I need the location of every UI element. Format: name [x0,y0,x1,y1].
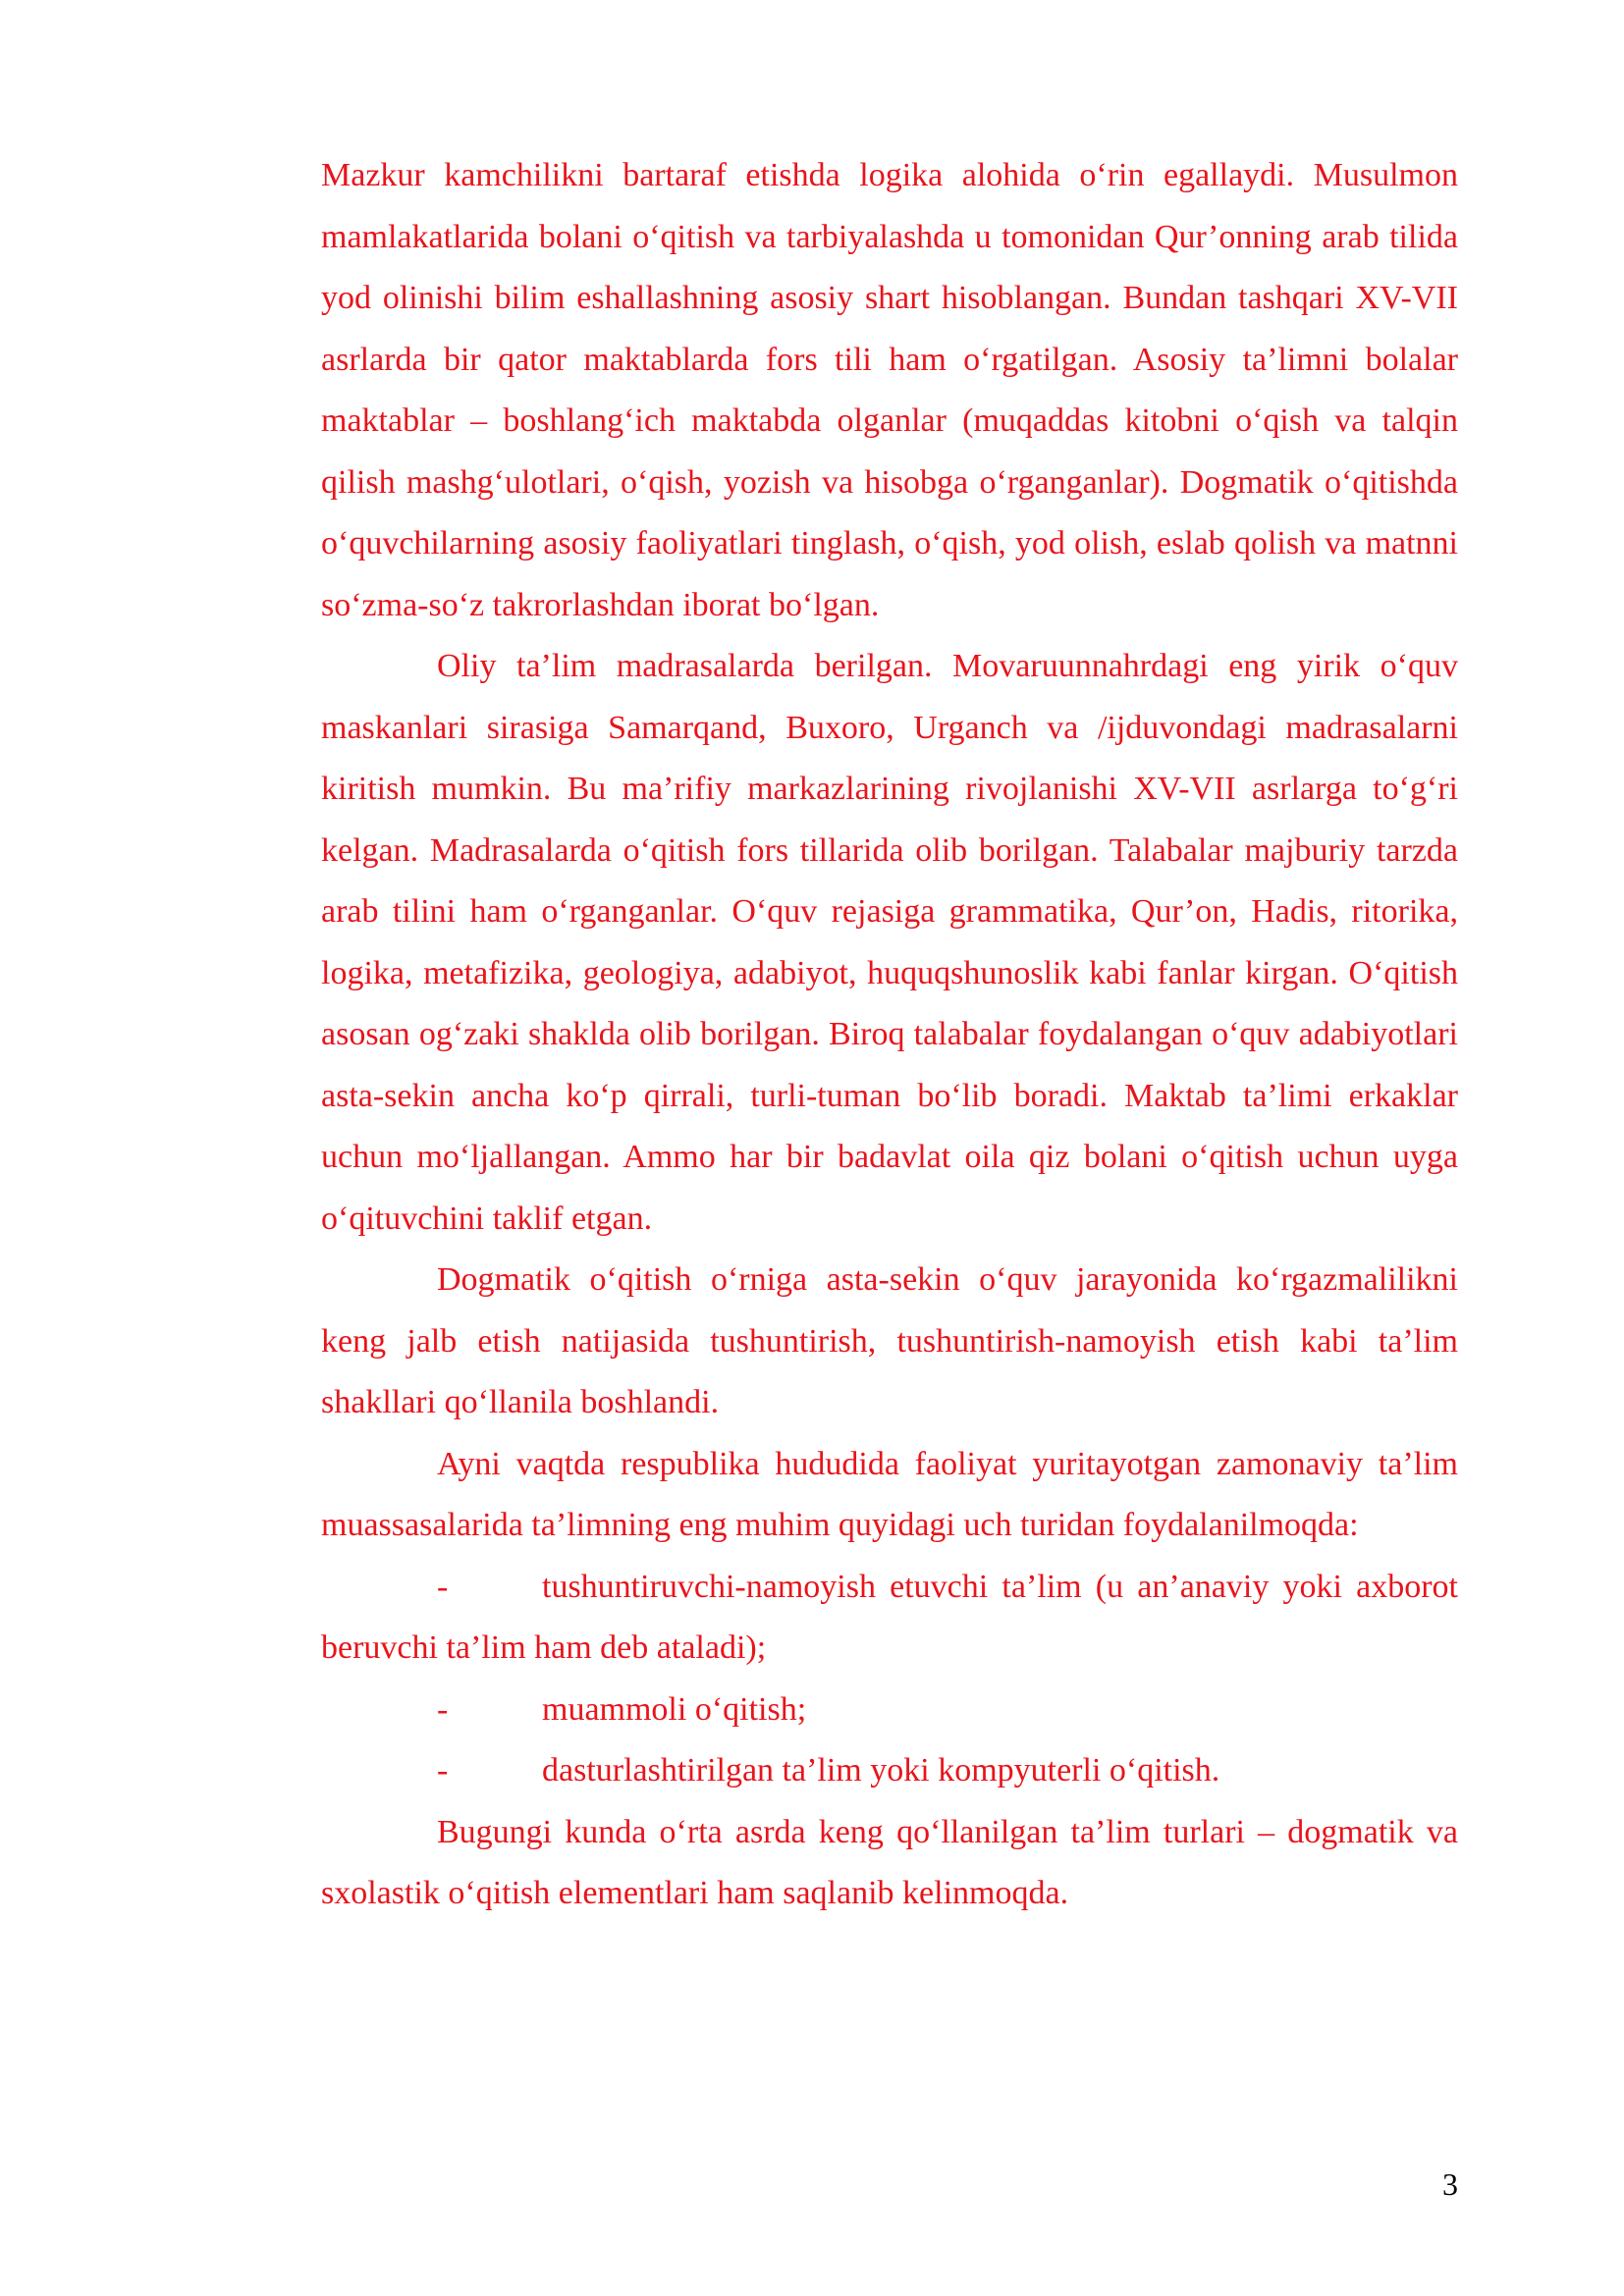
page-number: 3 [1442,2166,1458,2202]
paragraph-4: Ayni vaqtda respublika hududida faoliyat yuritayotgan zamonaviy ta’lim muassasalarida ta’limning eng muhim quyidagi uch turidan foydalanilmoqda: [321,1445,1458,1543]
list-item [321,1740,1458,1802]
closing-paragraph: Bugungi kunda o‘rta asrda keng qo‘llanilgan ta’lim turlari – dogmatik va sxolastik o‘qitish elementlari ham saqlanib kelinmoqda. [321,1813,1458,1911]
list-item-text: muammoli o‘qitish; [542,1690,807,1728]
paragraph-2: Oliy ta’lim madrasalarda berilgan. Movaruunnahrdagi eng yirik o‘quv maskanlari sirasiga Samarqand, Buxoro, Urganch va /ijduvondagi madrasalarni kiritish mumkin. Bu ma’rifiy markazlarining rivojlanishi XV-VII asrlarga to‘g‘ri kelgan. Madrasalarda o‘qitish fors tillarida olib borilgan. Talabalar majburiy tarzda arab tilini ham o‘rganganlar. O‘quv rejasiga grammatika, Qur’on, Hadis, ritorika, logika, metafizika, geologiya, adabiyot, huquqshunoslik kabi fanlar kirgan. O‘qitish asosan og‘zaki shaklda olib borilgan. Biroq talabalar foydalangan o‘quv adabiyotlari asta-sekin ancha ko‘p qirrali, turli-tuman bo‘lib boradi. Maktab ta’limi erkaklar uchun mo‘ljallangan. Ammo har bir badavlat oila qiz bolani o‘qitish uchun uyga o‘qituvchini taklif etgan. [321,648,1458,1237]
list-dash: - [437,1568,449,1605]
list-item-text: dasturlashtirilgan ta’lim yoki kompyuterli o‘qitish. [542,1752,1220,1789]
list-item [321,1680,1458,1741]
list-item-text: tushuntiruvchi-namoyish etuvchi ta’lim (u an’anaviy yoki axborot beruvchi ta’lim ham deb ataladi); [321,1568,1458,1666]
list-dash: - [437,1752,449,1789]
list-dash: - [437,1690,449,1728]
paragraph-3: Dogmatik o‘qitish o‘rniga asta-sekin o‘quv jarayonida ko‘rgazmalilikni keng jalb etish natijasida tushuntirish, tushuntirish-namoyish etish kabi ta’lim shakllari qo‘llanila boshlandi. [321,1261,1458,1420]
document-body [321,145,1458,1925]
paragraph-1: Mazkur kamchilikni bartaraf etishda logika alohida o‘rin egallaydi. Musulmon mamlakatlarida bolani o‘qitish va tarbiyalashda u tomonidan Qur’onning arab tilida yod olinishi bilim eshallashning asosiy shart hisoblangan. Bundan tashqari XV-VII asrlarda bir qator maktablarda fors tili ham o‘rgatilgan. Asosiy ta’limni bolalar maktablar – boshlang‘ich maktabda olganlar (muqaddas kitobni o‘qish va talqin qilish mashg‘ulotlari, o‘qish, yozish va hisobga o‘rganganlar). Dogmatik o‘qitishda o‘quvchilarning asosiy faoliyatlari tinglash, o‘qish, yod olish, eslab qolish va matnni so‘zma-so‘z takrorlashdan iborat bo‘lgan. [321,157,1458,623]
list-item [321,1557,1458,1680]
